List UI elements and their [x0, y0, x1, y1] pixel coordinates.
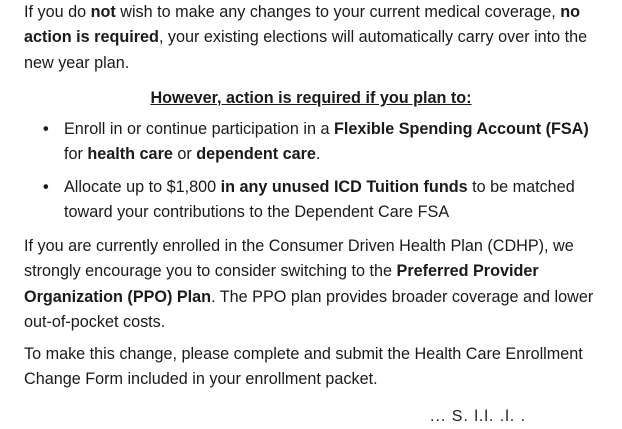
cdhp-paragraph: [24, 234, 614, 336]
intro-text-2: wish to make any changes to your current medical coverage,: [115, 3, 561, 21]
intro-emphasis-no-action: no action is required: [24, 3, 581, 47]
bullet-icon: •: [43, 177, 49, 196]
fsa-text-3: or: [172, 145, 197, 164]
list-item: [0, 175, 604, 226]
change-form-paragraph: To make this change, please complete and submit the Health Care Enrollment Change Form included in your enrollment packet.: [24, 345, 583, 389]
tuition-emphasis: in any unused ICD Tuition funds: [220, 177, 468, 196]
fsa-text-4: .: [315, 145, 321, 164]
fsa-text-2: for: [64, 145, 88, 164]
list-item: [0, 117, 604, 168]
fsa-text-1: Enroll in or continue participation in a: [64, 120, 334, 138]
health-care-emphasis: health care: [87, 145, 173, 164]
action-required-heading: However, action is required if you plan to:: [150, 89, 472, 107]
fsa-emphasis: Flexible Spending Account (FSA): [333, 120, 589, 138]
intro-text-1: If you do: [24, 3, 91, 21]
ppo-emphasis: Preferred Provider Organization (PPO) Plan: [24, 262, 539, 306]
cdhp-text-1: If you are currently enrolled in the Consumer Driven Health Plan (CDHP), we strongly encourage you to consider switching to the: [24, 237, 574, 281]
action-list: [0, 117, 622, 233]
tuition-text-2: to be matched toward your contributions to the Dependent Care FSA: [64, 177, 575, 222]
intro-emphasis-not: not: [90, 3, 116, 21]
bullet-icon: •: [43, 120, 49, 138]
intro-text-3: , your existing elections will automatically carry over into the new year plan.: [24, 28, 588, 72]
cdhp-text-2: . The PPO plan provides broader coverage and lower out-of-pocket costs.: [24, 287, 594, 332]
cut-off-text: ... S. l.l. .l. .: [430, 408, 527, 425]
intro-paragraph: [24, 0, 619, 76]
dependent-care-emphasis: dependent care: [196, 145, 316, 164]
tuition-text-1: Allocate up to $1,800: [64, 177, 221, 196]
